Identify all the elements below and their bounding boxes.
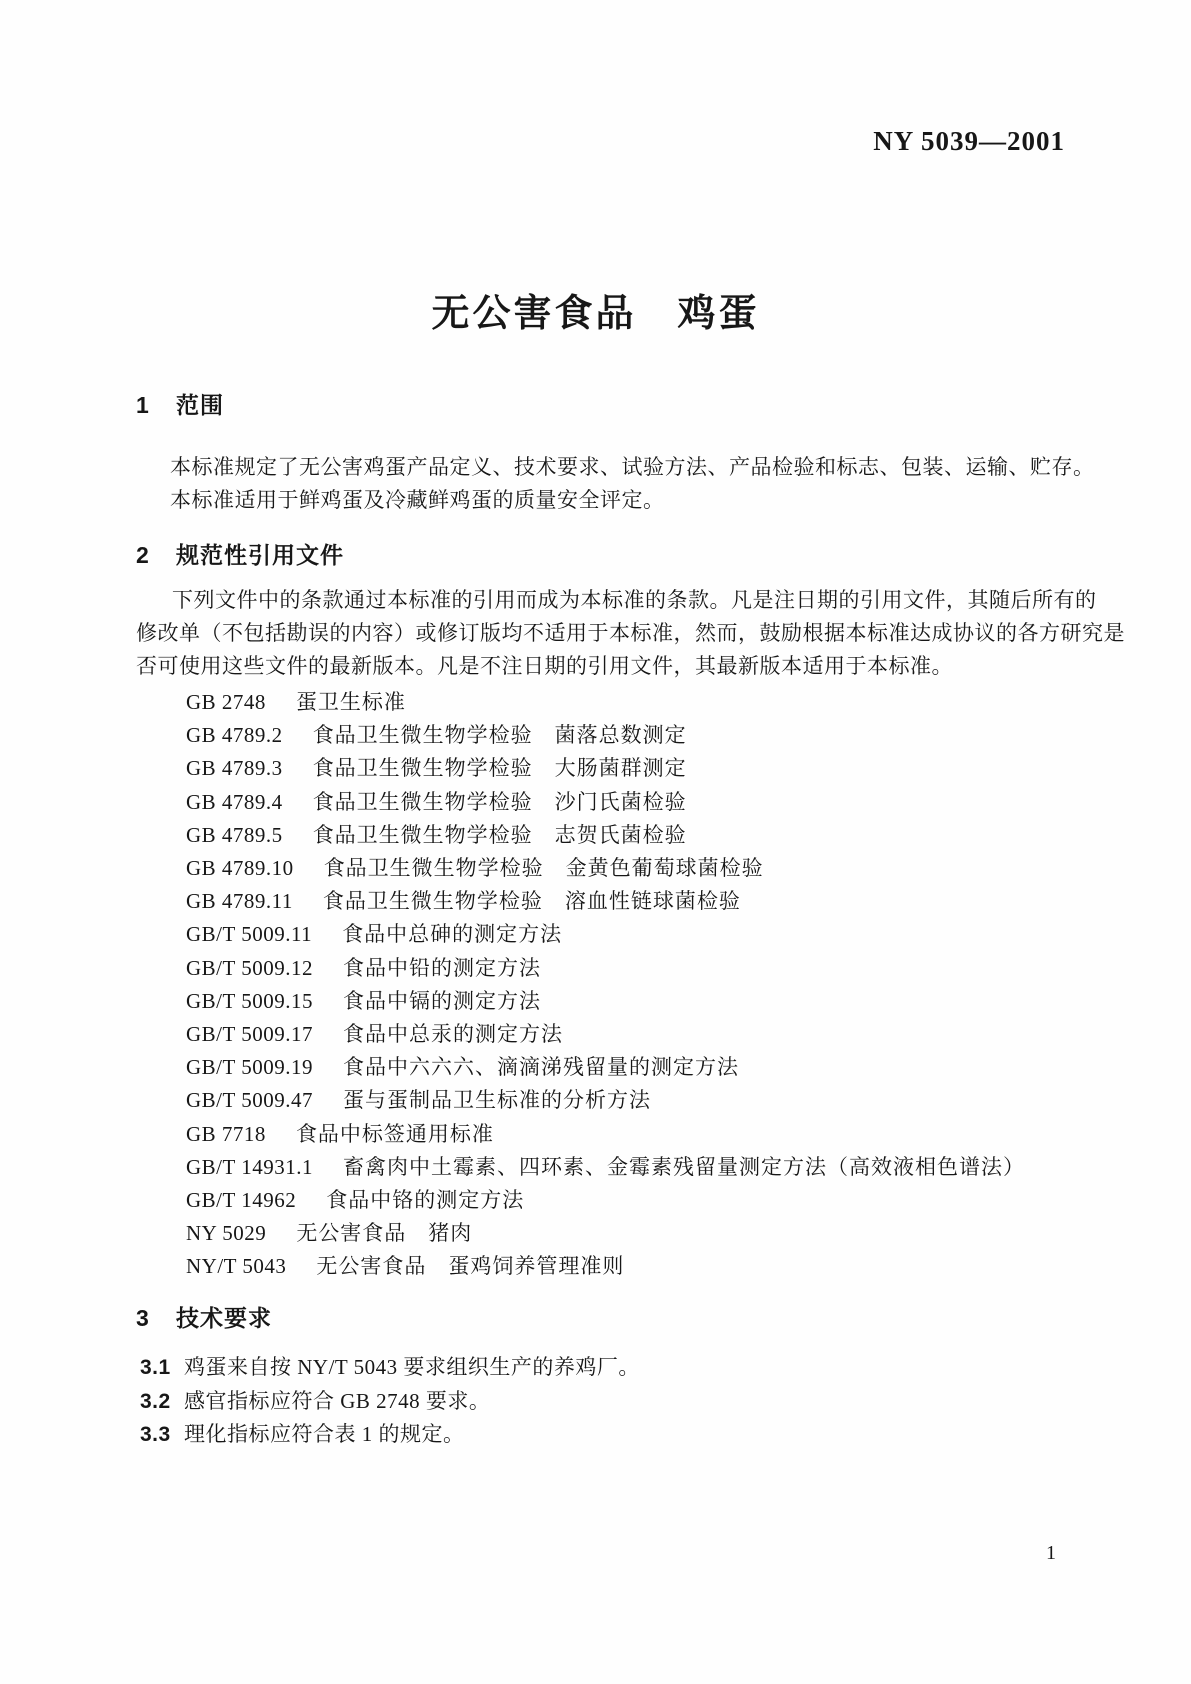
reference-title: 畜禽肉中土霉素、四环素、金霉素残留量测定方法（高效液相色谱法） <box>342 1154 1025 1179</box>
reference-item <box>186 686 1025 719</box>
section-1-heading <box>136 389 224 421</box>
reference-code: GB/T 5009.17 <box>186 1022 313 1047</box>
reference-item <box>186 885 1025 918</box>
reference-code: GB/T 14962 <box>186 1188 297 1213</box>
intro-line: 下列文件中的条款通过本标准的引用而成为本标准的条款。凡是注日期的引用文件，其随后所有的 <box>172 588 1097 612</box>
reference-item <box>186 1084 1025 1117</box>
reference-item <box>186 752 1025 785</box>
reference-code: GB 4789.5 <box>186 822 283 847</box>
reference-code: GB/T 5009.11 <box>186 922 313 947</box>
scope-paragraph-1: 本标准规定了无公害鸡蛋产品定义、技术要求、试验方法、产品检验和标志、包装、运输、贮存。 <box>170 455 1095 479</box>
intro-line: 否可使用这些文件的最新版本。凡是不注日期的引用文件，其最新版本适用于本标准。 <box>136 654 953 678</box>
section-3-title: 技术要求 <box>176 1305 272 1331</box>
section-1-title: 范围 <box>176 392 224 418</box>
reference-code: GB 4789.3 <box>186 756 283 781</box>
reference-item <box>186 852 1025 885</box>
reference-item <box>186 952 1025 985</box>
references-intro-paragraph <box>136 584 1125 683</box>
scope-paragraph-2: 本标准适用于鲜鸡蛋及冷藏鲜鸡蛋的质量安全评定。 <box>170 488 665 512</box>
section-1-number: 1 <box>136 392 149 418</box>
section-2-heading <box>136 539 344 571</box>
reference-code: GB 7718 <box>186 1121 266 1146</box>
section-2-title: 规范性引用文件 <box>176 542 344 568</box>
reference-item <box>186 1184 1025 1217</box>
reference-title: 食品卫生微生物学检验 溶血性链球菌检验 <box>322 889 741 914</box>
reference-item <box>186 918 1025 951</box>
reference-title: 食品中六六六、滴滴涕残留量的测定方法 <box>342 1055 739 1080</box>
reference-title: 食品中标签通用标准 <box>295 1121 494 1146</box>
reference-item <box>186 1018 1025 1051</box>
reference-code: GB 4789.4 <box>186 789 283 814</box>
reference-code: GB/T 5009.12 <box>186 955 313 980</box>
requirement-item <box>140 1418 640 1452</box>
reference-title: 无公害食品 蛋鸡饲养管理准则 <box>316 1254 625 1279</box>
requirement-text: 感官指标应符合 GB 2748 要求。 <box>184 1388 491 1413</box>
reference-item <box>186 1118 1025 1151</box>
reference-code: NY 5029 <box>186 1221 267 1246</box>
requirement-item <box>140 1385 640 1419</box>
reference-title: 食品卫生微生物学检验 大肠菌群测定 <box>312 756 687 781</box>
requirement-number: 3.1 <box>140 1356 171 1379</box>
reference-item <box>186 1051 1025 1084</box>
reference-title: 食品卫生微生物学检验 志贺氏菌检验 <box>312 822 687 847</box>
document-title: 无公害食品 鸡蛋 <box>431 293 760 335</box>
requirement-text: 理化指标应符合表 1 的规定。 <box>184 1422 465 1446</box>
reference-title: 蛋与蛋制品卫生标准的分析方法 <box>342 1088 651 1113</box>
reference-title: 食品中铬的测定方法 <box>326 1188 525 1213</box>
normative-references-list <box>186 686 1025 1284</box>
requirement-number: 3.2 <box>140 1389 171 1413</box>
reference-title: 食品中总砷的测定方法 <box>342 922 563 947</box>
page-number: 1 <box>1046 1542 1056 1564</box>
reference-item <box>186 1250 1025 1283</box>
reference-item <box>186 819 1025 852</box>
intro-line: 修改单（不包括勘误的内容）或修订版均不适用于本标准，然而，鼓励根据本标准达成协议的各方研究是 <box>136 621 1125 645</box>
reference-code: GB 4789.11 <box>186 889 293 914</box>
reference-title: 食品卫生微生物学检验 菌落总数测定 <box>312 723 687 748</box>
reference-code: GB 4789.10 <box>186 856 294 881</box>
reference-title: 食品中镉的测定方法 <box>342 988 541 1013</box>
technical-requirements-list <box>140 1351 640 1452</box>
reference-code: GB/T 5009.47 <box>186 1088 313 1113</box>
reference-title: 蛋卫生标准 <box>295 690 406 714</box>
reference-title: 食品卫生微生物学检验 金黄色葡萄球菌检验 <box>323 856 764 881</box>
reference-title: 无公害食品 猪肉 <box>296 1221 473 1246</box>
reference-code: GB 2748 <box>186 690 266 714</box>
reference-item <box>186 1217 1025 1250</box>
section-3-heading <box>136 1302 272 1334</box>
reference-title: 食品中总汞的测定方法 <box>342 1022 563 1047</box>
reference-item <box>186 1151 1025 1184</box>
reference-item <box>186 786 1025 819</box>
reference-title: 食品卫生微生物学检验 沙门氏菌检验 <box>312 789 687 814</box>
requirement-item <box>140 1351 640 1385</box>
reference-title: 食品中铅的测定方法 <box>342 955 541 980</box>
reference-item <box>186 719 1025 752</box>
reference-code: GB 4789.2 <box>186 723 283 748</box>
reference-code: GB/T 5009.19 <box>186 1055 313 1080</box>
standard-number: NY 5039—2001 <box>873 126 1065 156</box>
reference-item <box>186 985 1025 1018</box>
requirement-text: 鸡蛋来自按 NY/T 5043 要求组织生产的养鸡厂。 <box>184 1355 640 1379</box>
section-3-number: 3 <box>136 1305 149 1331</box>
requirement-number: 3.3 <box>140 1423 171 1446</box>
section-2-number: 2 <box>136 542 149 568</box>
reference-code: GB/T 14931.1 <box>186 1154 313 1179</box>
reference-code: NY/T 5043 <box>186 1254 287 1279</box>
reference-code: GB/T 5009.15 <box>186 988 313 1013</box>
